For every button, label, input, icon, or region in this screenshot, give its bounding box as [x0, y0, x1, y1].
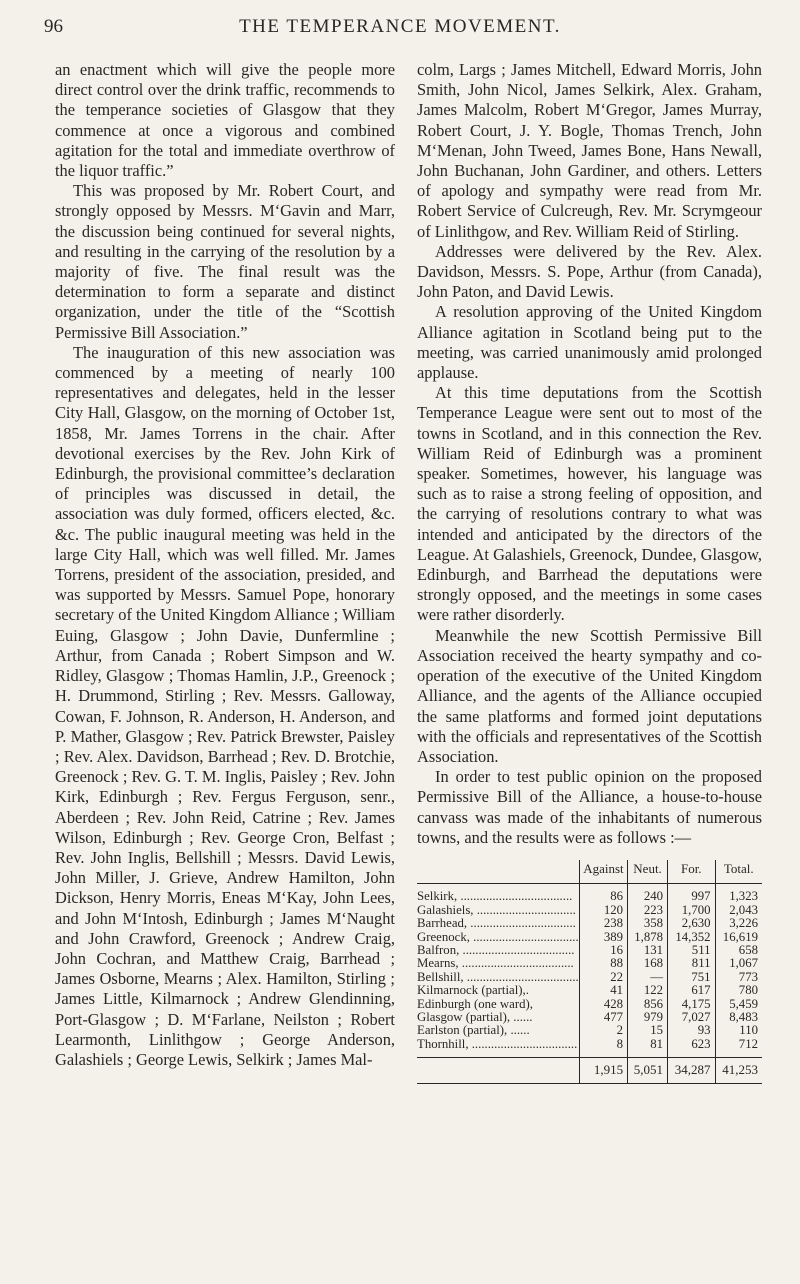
for-cell: 93: [668, 1024, 716, 1037]
paragraph: At this time deputations from the Scottish Temperance League were sent out to most of the towns in Scotland, and in this connection the Rev. William Reid of Edinburgh was a prominent speaker. Sometimes, however, his language was such as to raise a strong feeling of opposition, and the carrying of resolutions contrary to what was intended and anticipated by the directors of the League. At Galashiels, Greenock, Dundee, Glasgow, Edinburgh, and Barrhead the deputations were strongly opposed, and the meetings in some cases were rather disorderly.: [417, 383, 762, 625]
table-row: [417, 971, 762, 984]
against-cell: 22: [579, 971, 627, 984]
table-row: [417, 884, 762, 904]
for-column-header: For.: [668, 860, 716, 884]
neutral-cell: 979: [628, 1011, 668, 1024]
paragraph: colm, Largs ; James Mitchell, Edward Morris, John Smith, John Nicol, James Selkirk, Alex. Graham, James Malcolm, Robert M‘Gregor, James Murray, Robert Court, J. Y. Bogle, Thomas Trench, John M‘Menan, John Tweed, James Bone, Hans Newall, John Buchanan, John Gardiner, and others. Letters of apology and sympathy were read from Mr. Robert Service of Culcreugh, Rev. Mr. Scrymgeour of Linlithgow, and Rev. William Reid of Stirling.: [417, 60, 762, 241]
table-row: [417, 917, 762, 930]
paragraph: The inauguration of this new association was commenced by a meeting of nearly 100 representatives and delegates, held in the lesser City Hall, Glasgow, on the morning of October 1st, 1858, Mr. James Torrens in the chair. After devotional exercises by the Rev. John Kirk of Edinburgh, the provisional committee’s declaration of principles was discussed in detail, the association was duly formed, officers elected, &c. &c. The public inaugural meeting was held in the large City Hall, which was well filled. Mr. James Torrens, president of the association, presided, and was supported by Messrs. Samuel Pope, honorary secretary of the United Kingdom Alliance ; William Euing, Glasgow ; John Davie, Dunfermline ; Arthur, from Canada ; Robert Simpson and W. Ridley, Glasgow ; Thomas Hamlin, J.P., Greenock ; H. Drummond, Stirling ; Rev. Messrs. Galloway, Cowan, F. Johnson, R. Anderson, H. Anderson, and P. Mather, Glasgow ; Rev. Patrick Brewster, Paisley ; Rev. Alex. Davidson, Barrhead ; Rev. D. Brotchie, Greenock ; Rev. G. T. M. Inglis, Paisley ; Rev. John Kirk, Edinburgh ; Rev. Fergus Ferguson, senr., Aberdeen ; Rev. John Reid, Catrine ; Rev. James Wilson, Edinburgh ; Rev. George Cron, Belfast ; Rev. John Inglis, Bellshill ; Messrs. David Lewis, John Miller, J. Grieve, Andrew Hamilton, John Dickson, Henry Morris, Eneas M‘Kay, John Lees, and John M‘Intosh, Edinburgh ; James M‘Naught and John Crawford, Greenock ; Andrew Craig, John Cochran, and Matthew Craig, Barrhead ; James Osborne, Mearns ; Alex. Hamilton, Stirling ; James Little, Kilmarnock ; Andrew Glendinning, Port-Glasgow ; D. M‘Farlane, Neilston ; Robert Learmonth, Linlithgow ; George Anderson, Galashiels ; George Lewis, Selkirk ; James Mal-: [55, 342, 395, 1069]
neutral-cell: 81: [628, 1038, 668, 1058]
table-row: [417, 957, 762, 970]
total-cell: 3,226: [715, 917, 762, 930]
for-cell: 623: [668, 1038, 716, 1058]
against-cell: 120: [579, 904, 627, 917]
paragraph: Meanwhile the new Scottish Permissive Bill Association received the hearty sympathy and co-operation of the executive of the United Kingdom Alliance, and the agents of the Alliance occupied the same platforms and formed joint deputations with the officials and representatives of the Scottish Association.: [417, 625, 762, 766]
total-cell: 1,067: [715, 957, 762, 970]
neutral-cell: 240: [628, 884, 668, 904]
total-column-header: Total.: [715, 860, 762, 884]
total-cell: 1,323: [715, 884, 762, 904]
paragraph: Addresses were delivered by the Rev. Alex. Davidson, Messrs. S. Pope, Arthur (from Canada), John Paton, and David Lewis.: [417, 241, 762, 302]
against-column-header: Against: [579, 860, 627, 884]
paragraph: an enactment which will give the people more direct control over the drink traffic, recommends to the temperance societies of Glasgow that they commence at once a vigorous and combined agitation for the total and immediate overthrow of the liquor traffic.”: [55, 60, 395, 181]
table-row: [417, 931, 762, 944]
place-cell: Bellshill, ...................................: [417, 970, 579, 984]
place-cell: Kilmarnock (partial),.: [417, 984, 529, 998]
neutral-cell: 168: [628, 957, 668, 970]
table-row: [417, 1038, 762, 1058]
against-cell: 88: [579, 957, 627, 970]
against-cell: 41: [579, 984, 627, 997]
neutral-cell: 856: [628, 998, 668, 1011]
total-cell: 780: [715, 984, 762, 997]
paragraph: A resolution approving of the United Kingdom Alliance agitation in Scotland being put to the meeting, was carried unanimously amid prolonged applause.: [417, 302, 762, 383]
total-neutral-cell: 5,051: [628, 1058, 668, 1083]
for-cell: 14,352: [668, 931, 716, 944]
against-cell: 389: [579, 931, 627, 944]
total-against-cell: 1,915: [579, 1058, 627, 1083]
for-cell: 751: [668, 971, 716, 984]
against-cell: 238: [579, 917, 627, 930]
place-cell: Barrhead, .................................: [417, 917, 576, 931]
for-cell: 7,027: [668, 1011, 716, 1024]
neutral-cell: 358: [628, 917, 668, 930]
for-cell: 811: [668, 957, 716, 970]
paragraph: In order to test public opinion on the proposed Permissive Bill of the Alliance, a house-to-house canvass was made of the inhabitants of numerous towns, and the results were as follows :—: [417, 767, 762, 847]
total-cell: 773: [715, 971, 762, 984]
table-row: [417, 1024, 762, 1037]
place-column-header: [417, 860, 579, 884]
place-cell: Mearns, ...................................: [417, 957, 574, 971]
against-cell: 16: [579, 944, 627, 957]
for-cell: 617: [668, 984, 716, 997]
left-column: [55, 60, 395, 1070]
neutral-cell: 15: [628, 1024, 668, 1037]
total-cell: 658: [715, 944, 762, 957]
place-cell: Earlston (partial), ......: [417, 1024, 530, 1038]
total-for-cell: 34,287: [668, 1058, 716, 1083]
place-cell: Edinburgh (one ward),: [417, 997, 533, 1011]
place-cell: Galashiels, ...............................: [417, 903, 576, 917]
paragraph: This was proposed by Mr. Robert Court, and strongly opposed by Messrs. M‘Gavin and Marr, the discussion being continued for several nights, and resulting in the carrying of the resolution by a majority of five. The final result was the determination to form a separate and distinct organization, under the title of the “Scottish Permissive Bill Association.”: [55, 181, 395, 342]
place-cell: Glasgow (partial), ......: [417, 1010, 533, 1024]
right-column: [417, 60, 762, 1084]
place-cell: Greenock, .................................: [417, 930, 579, 944]
canvass-results-table: [417, 860, 762, 1084]
totals-label-cell: [417, 1058, 579, 1083]
table-row: [417, 1011, 762, 1024]
grand-total-cell: 41,253: [715, 1058, 762, 1083]
page-header: [44, 16, 756, 46]
for-cell: 511: [668, 944, 716, 957]
table-header-row: [417, 860, 762, 884]
neutral-cell: 122: [628, 984, 668, 997]
neutral-cell: —: [628, 971, 668, 984]
place-cell: Thornhill, .................................: [417, 1037, 578, 1051]
total-cell: 16,619: [715, 931, 762, 944]
against-cell: 428: [579, 998, 627, 1011]
neutral-cell: 1,878: [628, 931, 668, 944]
place-cell: Balfron, ...................................: [417, 943, 575, 957]
against-cell: 8: [579, 1038, 627, 1058]
for-cell: 4,175: [668, 998, 716, 1011]
place-cell: Selkirk, ...................................: [417, 889, 573, 904]
for-cell: 2,630: [668, 917, 716, 930]
against-cell: 86: [579, 884, 627, 904]
neutral-cell: 223: [628, 904, 668, 917]
neutral-column-header: Neut.: [628, 860, 668, 884]
neutral-cell: 131: [628, 944, 668, 957]
total-cell: 2,043: [715, 904, 762, 917]
against-cell: 477: [579, 1011, 627, 1024]
table-row: [417, 984, 762, 997]
for-cell: 1,700: [668, 904, 716, 917]
against-cell: 2: [579, 1024, 627, 1037]
running-title: THE TEMPERANCE MOVEMENT.: [239, 16, 561, 37]
totals-row: [417, 1058, 762, 1083]
total-cell: 8,483: [715, 1011, 762, 1024]
total-cell: 110: [715, 1024, 762, 1037]
for-cell: 997: [668, 884, 716, 904]
table-row: [417, 998, 762, 1011]
table-row: [417, 944, 762, 957]
total-cell: 712: [715, 1038, 762, 1058]
page-number: 96: [44, 16, 63, 37]
total-cell: 5,459: [715, 998, 762, 1011]
table-row: [417, 904, 762, 917]
